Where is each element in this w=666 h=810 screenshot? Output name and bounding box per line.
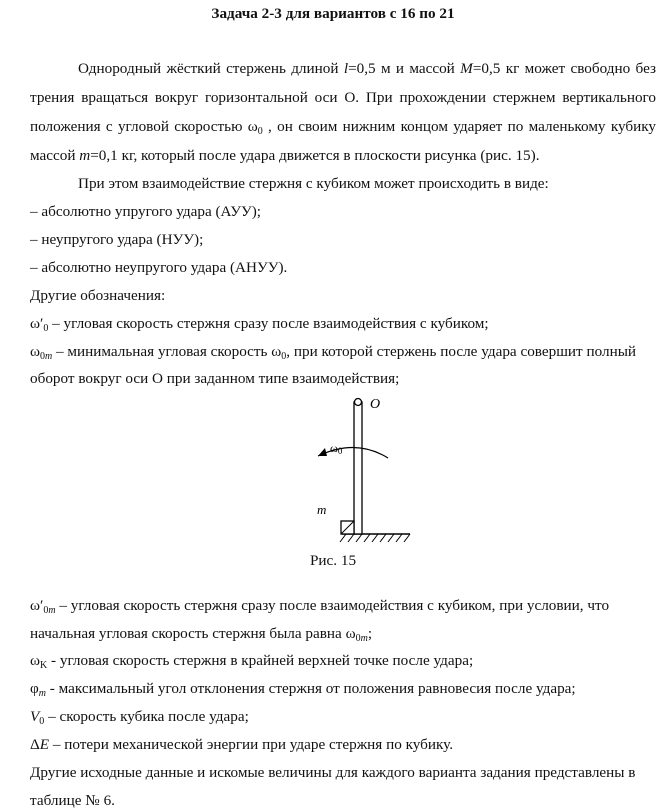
figure-caption: Рис. 15 bbox=[309, 552, 357, 569]
def-omega0-prime: $\omega'_0$ – угловая скорость стержня сразу после взаимодействия с кубиком; bbox=[30, 315, 489, 334]
def-omega-k: $\omega_K$ - угловая скорость стержня в крайней верхней точке после удара; bbox=[30, 652, 474, 671]
def-omega0m-prime-line-2: начальная угловая скорость стержня была равна $\omega_{0m}$; bbox=[30, 625, 373, 644]
label-omega0: ω0 bbox=[330, 441, 343, 456]
rod-figure bbox=[290, 392, 420, 547]
def-delta-e: ΔE – потери механической энергии при ударе стержня по кубику. bbox=[30, 736, 454, 753]
closing-line-1: Другие исходные данные и искомые величины для каждого варианта задания представлены в bbox=[30, 764, 636, 781]
type-inelastic: – неупругого удара (НУУ); bbox=[30, 231, 204, 248]
intro-line-3: положения с угловой скоростью $\omega_0$ , он своим нижним концом ударяет по маленькому кубику bbox=[30, 118, 657, 137]
rotation-arrow-arc bbox=[318, 447, 388, 458]
def-phi-m: $\varphi_m$ - максимальный угол отклонения стержня от положения равновесия после удара; bbox=[30, 680, 576, 699]
type-elastic: – абсолютно упругого удара (АУУ); bbox=[30, 203, 261, 220]
intro-line-4: массой m=0,1 кг, который после удара движется в плоскости рисунка (рис. 15). bbox=[30, 147, 540, 164]
def-omega0m-line-2: оборот вокруг оси О при заданном типе взаимодействия; bbox=[30, 370, 400, 387]
def-v0: $V_0$ – скорость кубика после удара; bbox=[30, 708, 249, 727]
axis-o-pivot bbox=[355, 399, 362, 406]
def-omega0m: $\omega_{0m}$ – минимальная угловая скорость $\omega_0$, при которой стержень после удара совершит полный bbox=[30, 343, 637, 362]
intro-line-1: Однородный жёсткий стержень длиной l=0,5 м и массой M=0,5 кг может свободно без bbox=[78, 60, 656, 77]
def-omega0m-prime: $\omega'_{0m}$ – угловая скорость стержня сразу после взаимодействия с кубиком, при условии, что bbox=[30, 597, 610, 616]
task-title: Задача 2-3 для вариантов с 16 по 21 bbox=[211, 5, 455, 22]
type-perfectly-inelastic: – абсолютно неупругого удара (АНУУ). bbox=[30, 259, 288, 276]
other-notation-heading: Другие обозначения: bbox=[30, 287, 166, 304]
closing-line-2: таблице № 6. bbox=[30, 792, 115, 809]
rotation-arrow-head bbox=[318, 448, 327, 456]
interaction-intro: При этом взаимодействие стержня с кубиком может происходить в виде: bbox=[78, 175, 549, 192]
ground-hatching bbox=[340, 534, 410, 542]
label-m: m bbox=[317, 502, 327, 517]
label-o: O bbox=[370, 397, 381, 412]
intro-line-2: трения вращаться вокруг горизонтальной оси О. При прохождении стержнем вертикального bbox=[30, 89, 656, 106]
rod bbox=[354, 402, 362, 534]
